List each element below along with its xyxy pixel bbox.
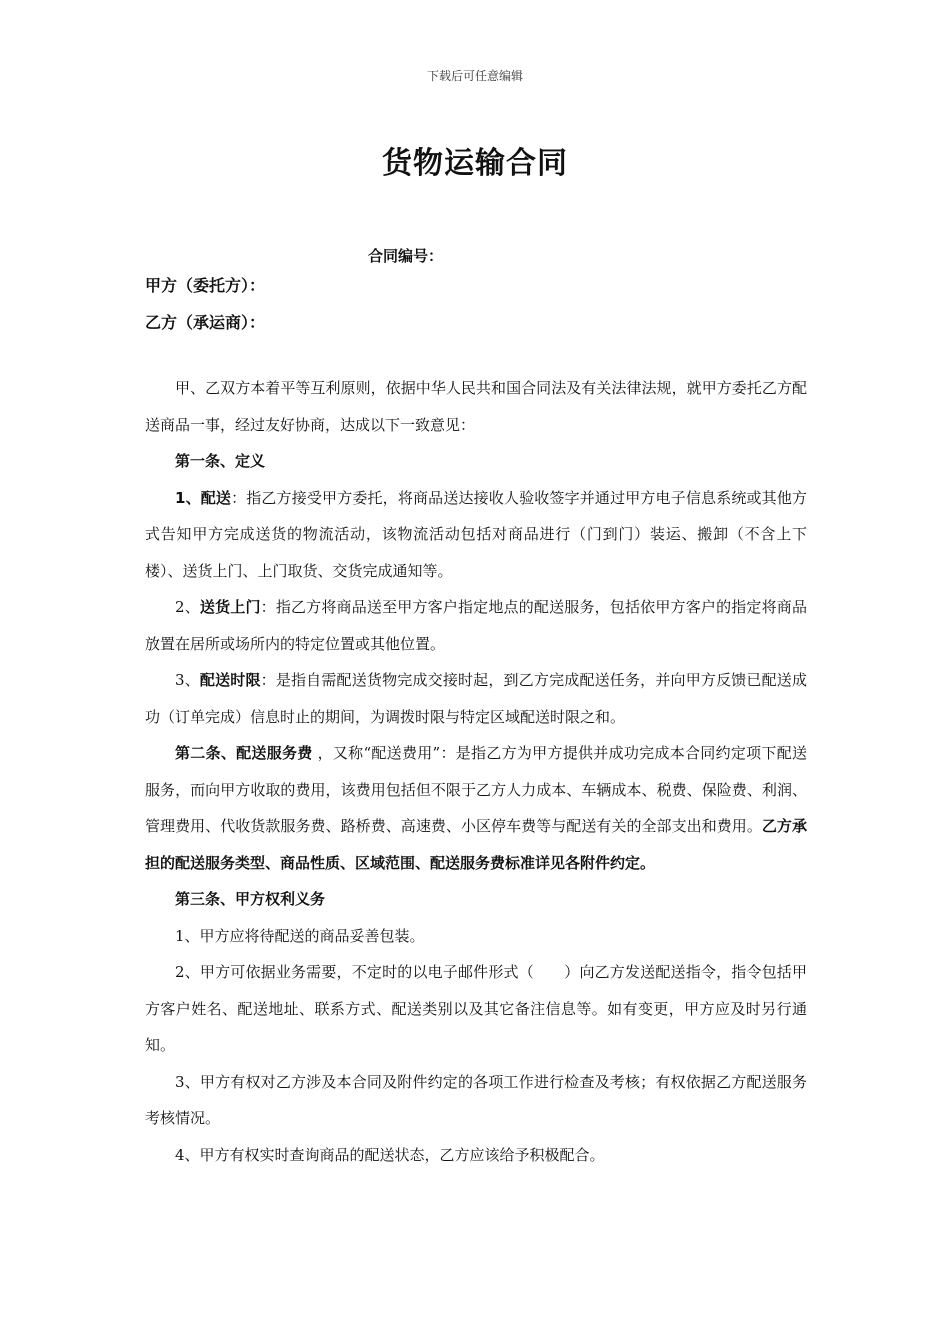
term-door-delivery-definition: ：指乙方将商品送至甲方客户指定地点的配送服务，包括依甲方客户的指定将商品放置在居所或场所内的特定位置或其他位置。 bbox=[145, 598, 807, 653]
term-delivery-definition: ：指乙方接受甲方委托，将商品送达接收人验收签字并通过甲方电子信息系统或其他方式告知甲方完成送货的物流活动，该物流活动包括对商品进行（门到门）装运、搬卸（不含上下楼）、送货上门、上门取货、交货完成通知等。 bbox=[145, 488, 807, 580]
term-delivery-time-limit-definition: ：是指自需配送货物完成交接时起，到乙方完成配送任务，并向甲方反馈已配送成功（订单完成）信息时止的期间，为调拨时限与特定区域配送时限之和。 bbox=[145, 671, 807, 726]
header-note: 下载后可任意编辑 bbox=[426, 69, 523, 83]
term-delivery-time-limit: 配送时限 bbox=[199, 671, 261, 689]
article-3-item-2: 2、甲方可依据业务需要，不定时的以电子邮件形式（ ）向乙方发送配送指令，指令包括甲方客户姓名、配送地址、联系方式、配送类别以及其它备注信息等。如有变更，甲方应及时另行通知。 bbox=[145, 963, 807, 1054]
article-3-heading: 第三条、甲方权利义务 bbox=[175, 890, 326, 908]
contract-body bbox=[145, 370, 807, 1173]
contract-number-label: 合同编号： bbox=[368, 247, 444, 265]
article-2-bold-note: 乙方承担的配送服务类型、商品性质、区域范围、配送服务费标准详见各附件约定。 bbox=[145, 817, 807, 872]
party-a-label: 甲方（委托方）： bbox=[145, 276, 266, 295]
term-delivery: 1、配送 bbox=[175, 488, 232, 507]
party-b-label: 乙方（承运商）： bbox=[145, 313, 266, 332]
article-1-item-2 bbox=[145, 589, 807, 662]
item-number: 2、 bbox=[175, 598, 200, 616]
article-2-paragraph bbox=[145, 735, 807, 881]
intro-paragraph: 甲、乙双方本着平等互利原则，依据中华人民共和国合同法及有关法律法规，就甲方委托乙方配送商品一事，经过友好协商，达成以下一致意见： bbox=[145, 379, 807, 434]
article-2-text: ，又称“配送费用”：是指乙方为甲方提供并成功完成本合同约定项下配送服务，而向甲方收取的费用，该费用包括但不限于乙方人力成本、车辆成本、税费、保险费、利润、管理费用、代收货款服务费、路桥费、高速费、小区停车费等与配送有关的全部支出和费用。 bbox=[145, 744, 807, 835]
document-title: 货物运输合同 bbox=[382, 146, 568, 181]
article-3-item-4: 4、甲方有权实时查询商品的配送状态，乙方应该给予积极配合。 bbox=[175, 1145, 605, 1164]
item-number: 3、 bbox=[175, 671, 200, 689]
article-2-heading: 第二条、配送服务费 bbox=[175, 744, 313, 762]
article-1-item-3 bbox=[145, 662, 807, 735]
article-3-item-1: 1、甲方应将待配送的商品妥善包装。 bbox=[175, 926, 425, 945]
article-1-item-1 bbox=[145, 480, 807, 590]
article-3-item-3: 3、甲方有权对乙方涉及本合同及附件约定的各项工作进行检查及考核；有权依据乙方配送服务考核情况。 bbox=[145, 1072, 807, 1127]
article-1-heading: 第一条、定义 bbox=[175, 452, 266, 470]
term-door-delivery: 送货上门 bbox=[199, 598, 261, 616]
